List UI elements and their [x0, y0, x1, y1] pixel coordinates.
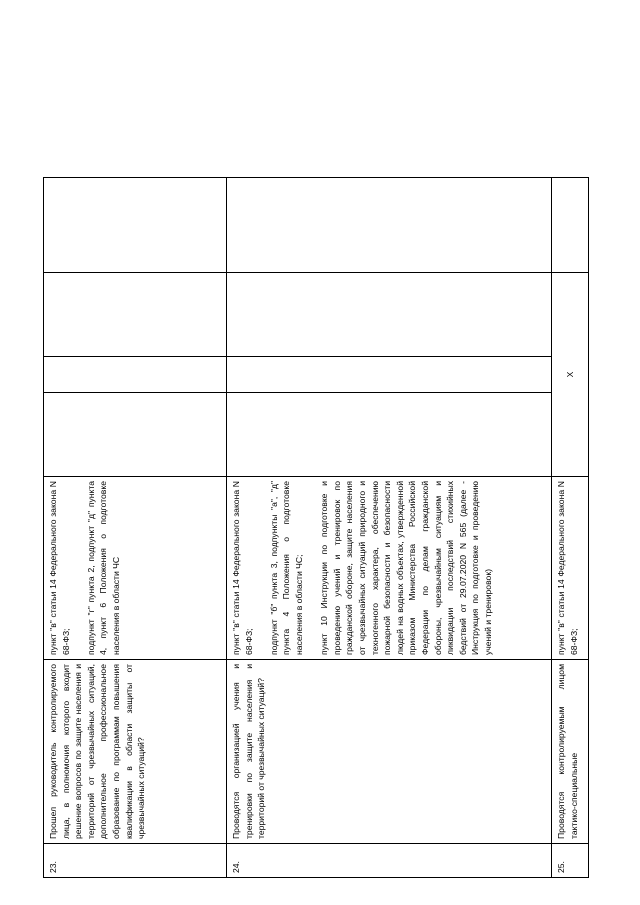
- table-row: [44, 178, 227, 878]
- references-cell: [227, 477, 552, 660]
- reference-item: пункт "в" статьи 14 Федерального закона N 68-ФЗ;: [556, 481, 579, 655]
- references-cell: [44, 477, 227, 660]
- answer-yes-cell: [44, 393, 227, 477]
- answer-na-cell: [44, 273, 227, 357]
- row-number: 25.: [552, 844, 589, 878]
- rotated-page: [43, 178, 588, 878]
- notes-cell: [227, 178, 552, 273]
- question-cell: Прошел руководитель контролируемого лица, в полномочия которого входит решение вопросов по защите населения и территорий от чрезвычайных ситуаций, дополнительное профессиональное образование по программам повышения квалификации в области защиты от чрезвычайных ситуаций?: [44, 660, 227, 844]
- reference-item: пункт "в" статьи 14 Федерального закона N 68-ФЗ;: [48, 481, 71, 655]
- row-number: 23.: [44, 844, 227, 878]
- answer-na-cell: [227, 273, 552, 357]
- reference-item: подпункт "б" пункта 3, подпункты "а", "д" пункта 4 Положения о подготовке населения в области ЧС;: [268, 481, 304, 655]
- answer-yes-cell: [227, 393, 552, 477]
- reference-item: пункт "в" статьи 14 Федерального закона N 68-ФЗ;: [231, 481, 254, 655]
- table-row: [552, 178, 589, 878]
- checklist-table: [43, 177, 589, 878]
- references-cell: [552, 477, 589, 660]
- notes-cell: [44, 178, 227, 273]
- table-row: [227, 178, 552, 878]
- row-number: 24.: [227, 844, 552, 878]
- reference-item: подпункт "г" пункта 2, подпункт "д" пункта 4, пункт 6 Положения о подготовке населения в области ЧС: [85, 481, 121, 655]
- answer-no-cell: [44, 357, 227, 393]
- question-cell: Проводятся контролируемым лицом тактико-специальные: [552, 660, 589, 844]
- notes-cell: [552, 178, 589, 273]
- reference-item: пункт 10 Инструкции по подготовке и проведению учений и тренировок по гражданской обороне, защите населения от чрезвычайных ситуаций природного и техногенного характера, обеспечению пожарной безопасности и безопасности людей на водных объектах, утвержденной приказом Министерства Российской Федерации по делам гражданской обороны, чрезвычайным ситуациям и ликвидации последствий стихийных бедствий от 29.07.2020 N 565 (далее - Инструкция по подготовке и проведению учений и тренировок): [319, 481, 493, 655]
- question-cell: Проводятся организацией учения и тренировки по защите населения и территорий от чрезвычайных ситуаций?: [227, 660, 552, 844]
- answer-no-cell: [227, 357, 552, 393]
- not-applicable-mark: X: [552, 273, 589, 477]
